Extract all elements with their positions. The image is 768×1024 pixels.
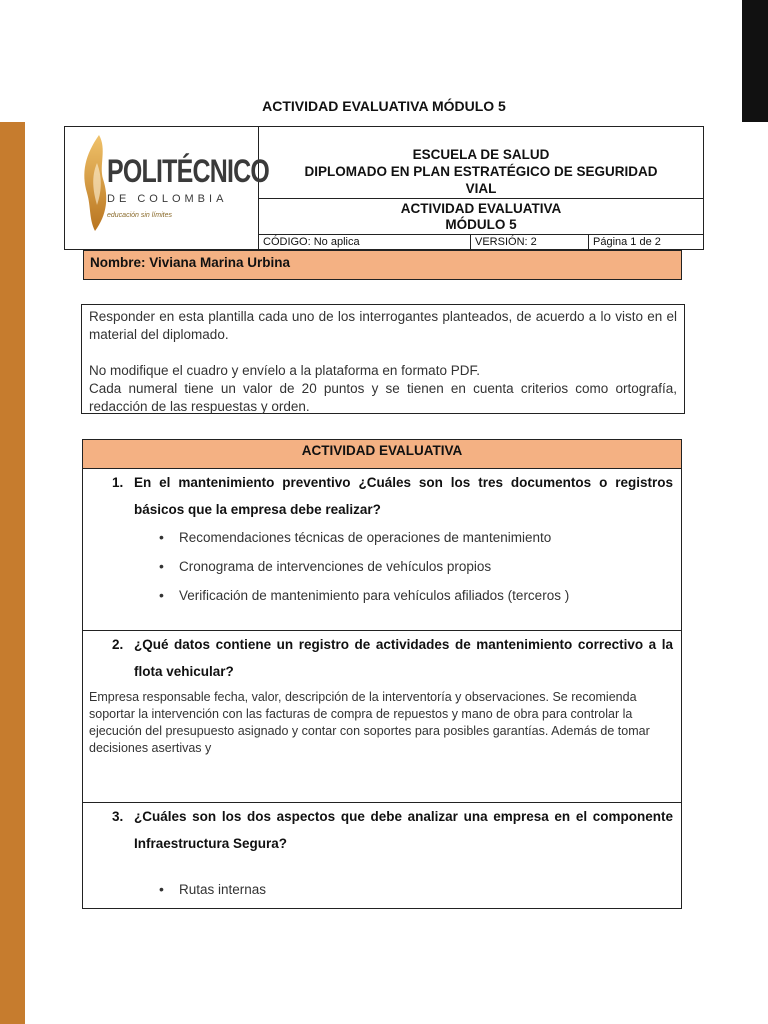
school-line-3: VIAL: [465, 181, 497, 196]
question-2-label: ¿Qué datos contiene un registro de actividades de mantenimiento correctivo a la flota vehicular?: [134, 637, 673, 679]
activity-block: [259, 199, 703, 235]
logo-tagline: educación sin límites: [107, 212, 172, 219]
question-2-number: 2.: [112, 637, 124, 652]
document-title: ACTIVIDAD EVALUATIVA MÓDULO 5: [262, 98, 506, 114]
question-2-answer: Empresa responsable fecha, valor, descripción de la interventoría y observaciones. Se recomienda soportar la intervención con las facturas de compra de repuestos y mano de obra para controlar la ejecución del presupuesto asignado y contar con soportes para posibles garantías. Además de tomar decisiones asertivas y: [89, 690, 650, 755]
header-box: [64, 126, 704, 250]
logo-subtitle: DE COLOMBIA: [107, 193, 228, 205]
logo-name: POLITÉCNICO: [107, 153, 269, 189]
question-1-text: [83, 469, 681, 523]
question-3-text: [83, 803, 681, 857]
question-1: [83, 469, 681, 631]
instruction-2: No modifique el cuadro y envíelo a la plataforma en formato PDF.: [89, 363, 480, 378]
answer-item: • Cronograma de intervenciones de vehículos propios: [179, 552, 681, 581]
activity-table-header: ACTIVIDAD EVALUATIVA: [83, 440, 681, 469]
answer-item: • Rutas internas: [179, 875, 681, 904]
answer-item: • Recomendaciones técnicas de operaciones de mantenimiento: [179, 523, 681, 552]
question-3-answers: [83, 875, 681, 904]
instructions-box: [81, 304, 685, 414]
student-name: Nombre: Viviana Marina Urbina: [83, 250, 682, 280]
activity-line-1: ACTIVIDAD EVALUATIVA: [400, 201, 562, 216]
question-1-label: En el mantenimiento preventivo ¿Cuáles son los tres documentos o registros básicos que la empresa debe realizar?: [134, 475, 673, 517]
question-2: [83, 631, 681, 803]
meta-row: [259, 235, 703, 249]
question-3: [83, 803, 681, 909]
activity-line-2: MÓDULO 5: [445, 217, 517, 232]
question-1-number: 1.: [112, 475, 124, 490]
school-block: [259, 127, 703, 199]
question-1-answers: [83, 523, 681, 610]
question-2-text: [83, 631, 681, 685]
question-3-number: 3.: [112, 809, 124, 824]
instruction-3: Cada numeral tiene un valor de 20 puntos y se tienen en cuenta criterios como ortografía, redacción de las respuestas y orden.: [89, 381, 677, 414]
logo: [65, 127, 269, 249]
school-line-1: ESCUELA DE SALUD: [412, 147, 550, 162]
codigo-cell: CÓDIGO: No aplica: [259, 235, 471, 249]
answer-item: • Verificación de mantenimiento para vehículos afiliados (terceros ): [179, 581, 681, 610]
school-line-2: DIPLOMADO EN PLAN ESTRATÉGICO DE SEGURIDAD: [304, 164, 658, 179]
activity-table: [82, 439, 682, 909]
left-decorative-bar: [0, 122, 25, 1024]
version-cell: VERSIÓN: 2: [471, 235, 589, 249]
instruction-1: Responder en esta plantilla cada uno de los interrogantes planteados, de acuerdo a lo visto en el material del diplomado.: [89, 309, 677, 342]
question-3-label: ¿Cuáles son los dos aspectos que debe analizar una empresa en el componente Infraestructura Segura?: [134, 809, 673, 851]
page-cell: Página 1 de 2: [593, 236, 661, 248]
